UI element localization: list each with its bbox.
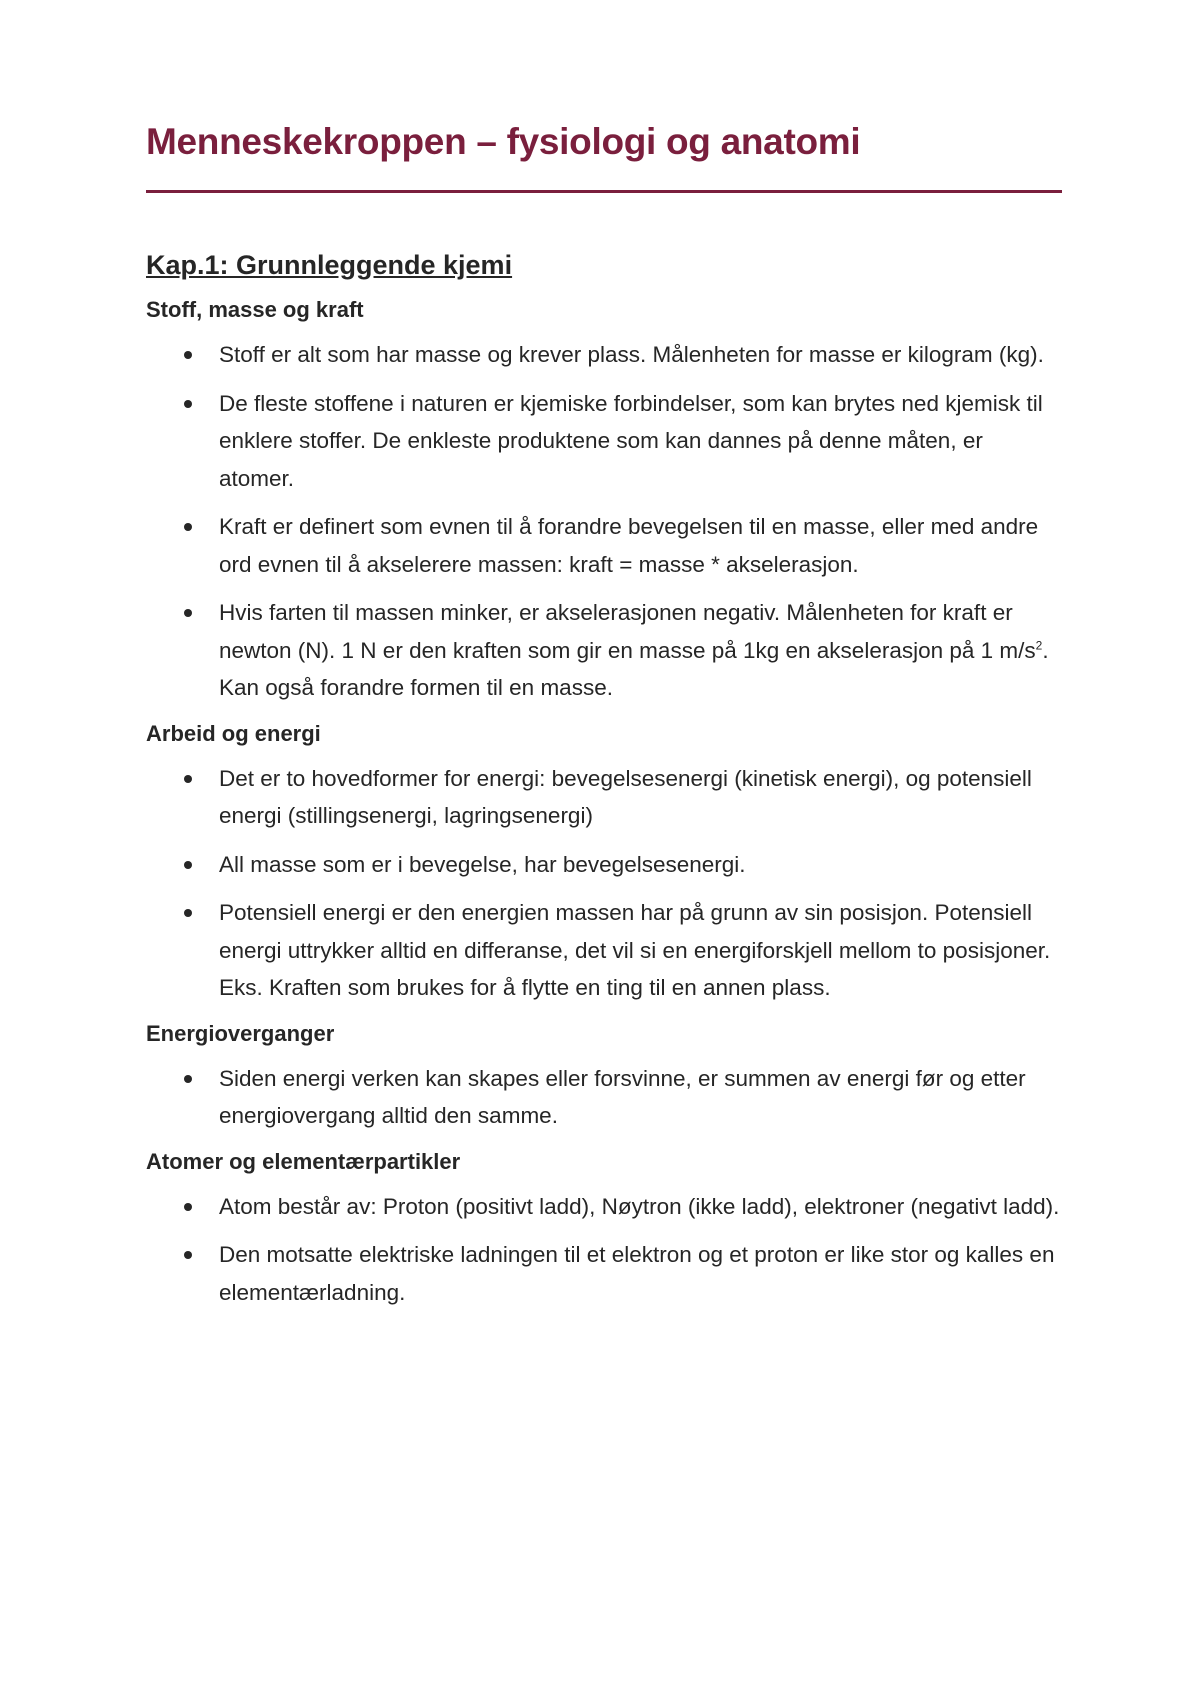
list-item [146, 760, 1064, 835]
bullet-list [146, 1188, 1064, 1312]
bullet-icon [184, 909, 192, 917]
list-item [146, 1188, 1064, 1226]
bullet-icon [184, 1075, 192, 1083]
list-item [146, 594, 1064, 707]
list-item [146, 336, 1064, 374]
bullet-icon [184, 400, 192, 408]
list-item-text-part: Hvis farten til massen minker, er akselerasjonen negativ. Målenheten for kraft er newton (N). 1 N er den kraften som gir en masse på 1kg en akselerasjon på 1 m/s [219, 600, 1036, 663]
list-item-text: Den motsatte elektriske ladningen til et elektron og et proton er like stor og kalles en elementærladning. [219, 1242, 1055, 1305]
bullet-icon [184, 1251, 192, 1259]
list-item-text-part: . Kan også forandre formen til en masse. [219, 637, 1049, 700]
list-item-text: Kraft er definert som evnen til å forandre bevegelsen til en masse, eller med andre ord evnen til å akselerere massen: kraft = masse * akselerasjon. [219, 514, 1039, 577]
document-page [146, 118, 1064, 1311]
list-item [146, 1236, 1064, 1311]
document-title: Menneskekroppen – fysiologi og anatomi [146, 121, 861, 162]
bullet-list [146, 336, 1064, 707]
list-item [146, 385, 1064, 498]
list-item-text: Siden energi verken kan skapes eller forsvinne, er summen av energi før og etter energiovergang alltid den samme. [219, 1065, 1026, 1128]
list-item [146, 846, 1064, 884]
bullet-icon [184, 775, 192, 783]
chapter-heading: Kap.1: Grunnleggende kjemi [146, 250, 513, 280]
bullet-icon [184, 609, 192, 617]
bullet-icon [184, 523, 192, 531]
section-heading: Atomer og elementærpartikler [146, 1148, 461, 1174]
list-item-text: Det er to hovedformer for energi: bevegelsesenergi (kinetisk energi), og potensiell energi (stillingsenergi, lagringsenergi) [219, 765, 1032, 828]
list-item-text: All masse som er i bevegelse, har bevegelsesenergi. [219, 851, 746, 877]
superscript: 2 [1035, 638, 1043, 652]
list-item [146, 508, 1064, 583]
list-item [146, 894, 1064, 1007]
section-heading: Energioverganger [146, 1020, 335, 1046]
list-item-text: Atom består av: Proton (positivt ladd), Nøytron (ikke ladd), elektroner (negativt ladd). [219, 1193, 1060, 1219]
section-heading: Arbeid og energi [146, 720, 321, 746]
list-item [146, 1060, 1064, 1135]
list-item-text: Stoff er alt som har masse og krever plass. Målenheten for masse er kilogram (kg). [219, 342, 1044, 367]
bullet-list [146, 760, 1064, 1007]
section-heading: Stoff, masse og kraft [146, 297, 364, 322]
bullet-icon [184, 1203, 192, 1211]
bullet-icon [184, 861, 192, 869]
bullet-icon [184, 351, 192, 359]
list-item-text: De fleste stoffene i naturen er kjemiske forbindelser, som kan brytes ned kjemisk til enklere stoffer. De enkleste produktene som kan dannes på denne måten, er atomer. [219, 390, 1043, 491]
title-divider [146, 190, 1062, 193]
bullet-list [146, 1060, 1064, 1135]
list-item-text: Potensiell energi er den energien massen har på grunn av sin posisjon. Potensiell energi uttrykker alltid en differanse, det vil si en energiforskjell mellom to posisjoner. Eks. Kraften som brukes for å flytte en ting til en annen plass. [219, 900, 1051, 1000]
